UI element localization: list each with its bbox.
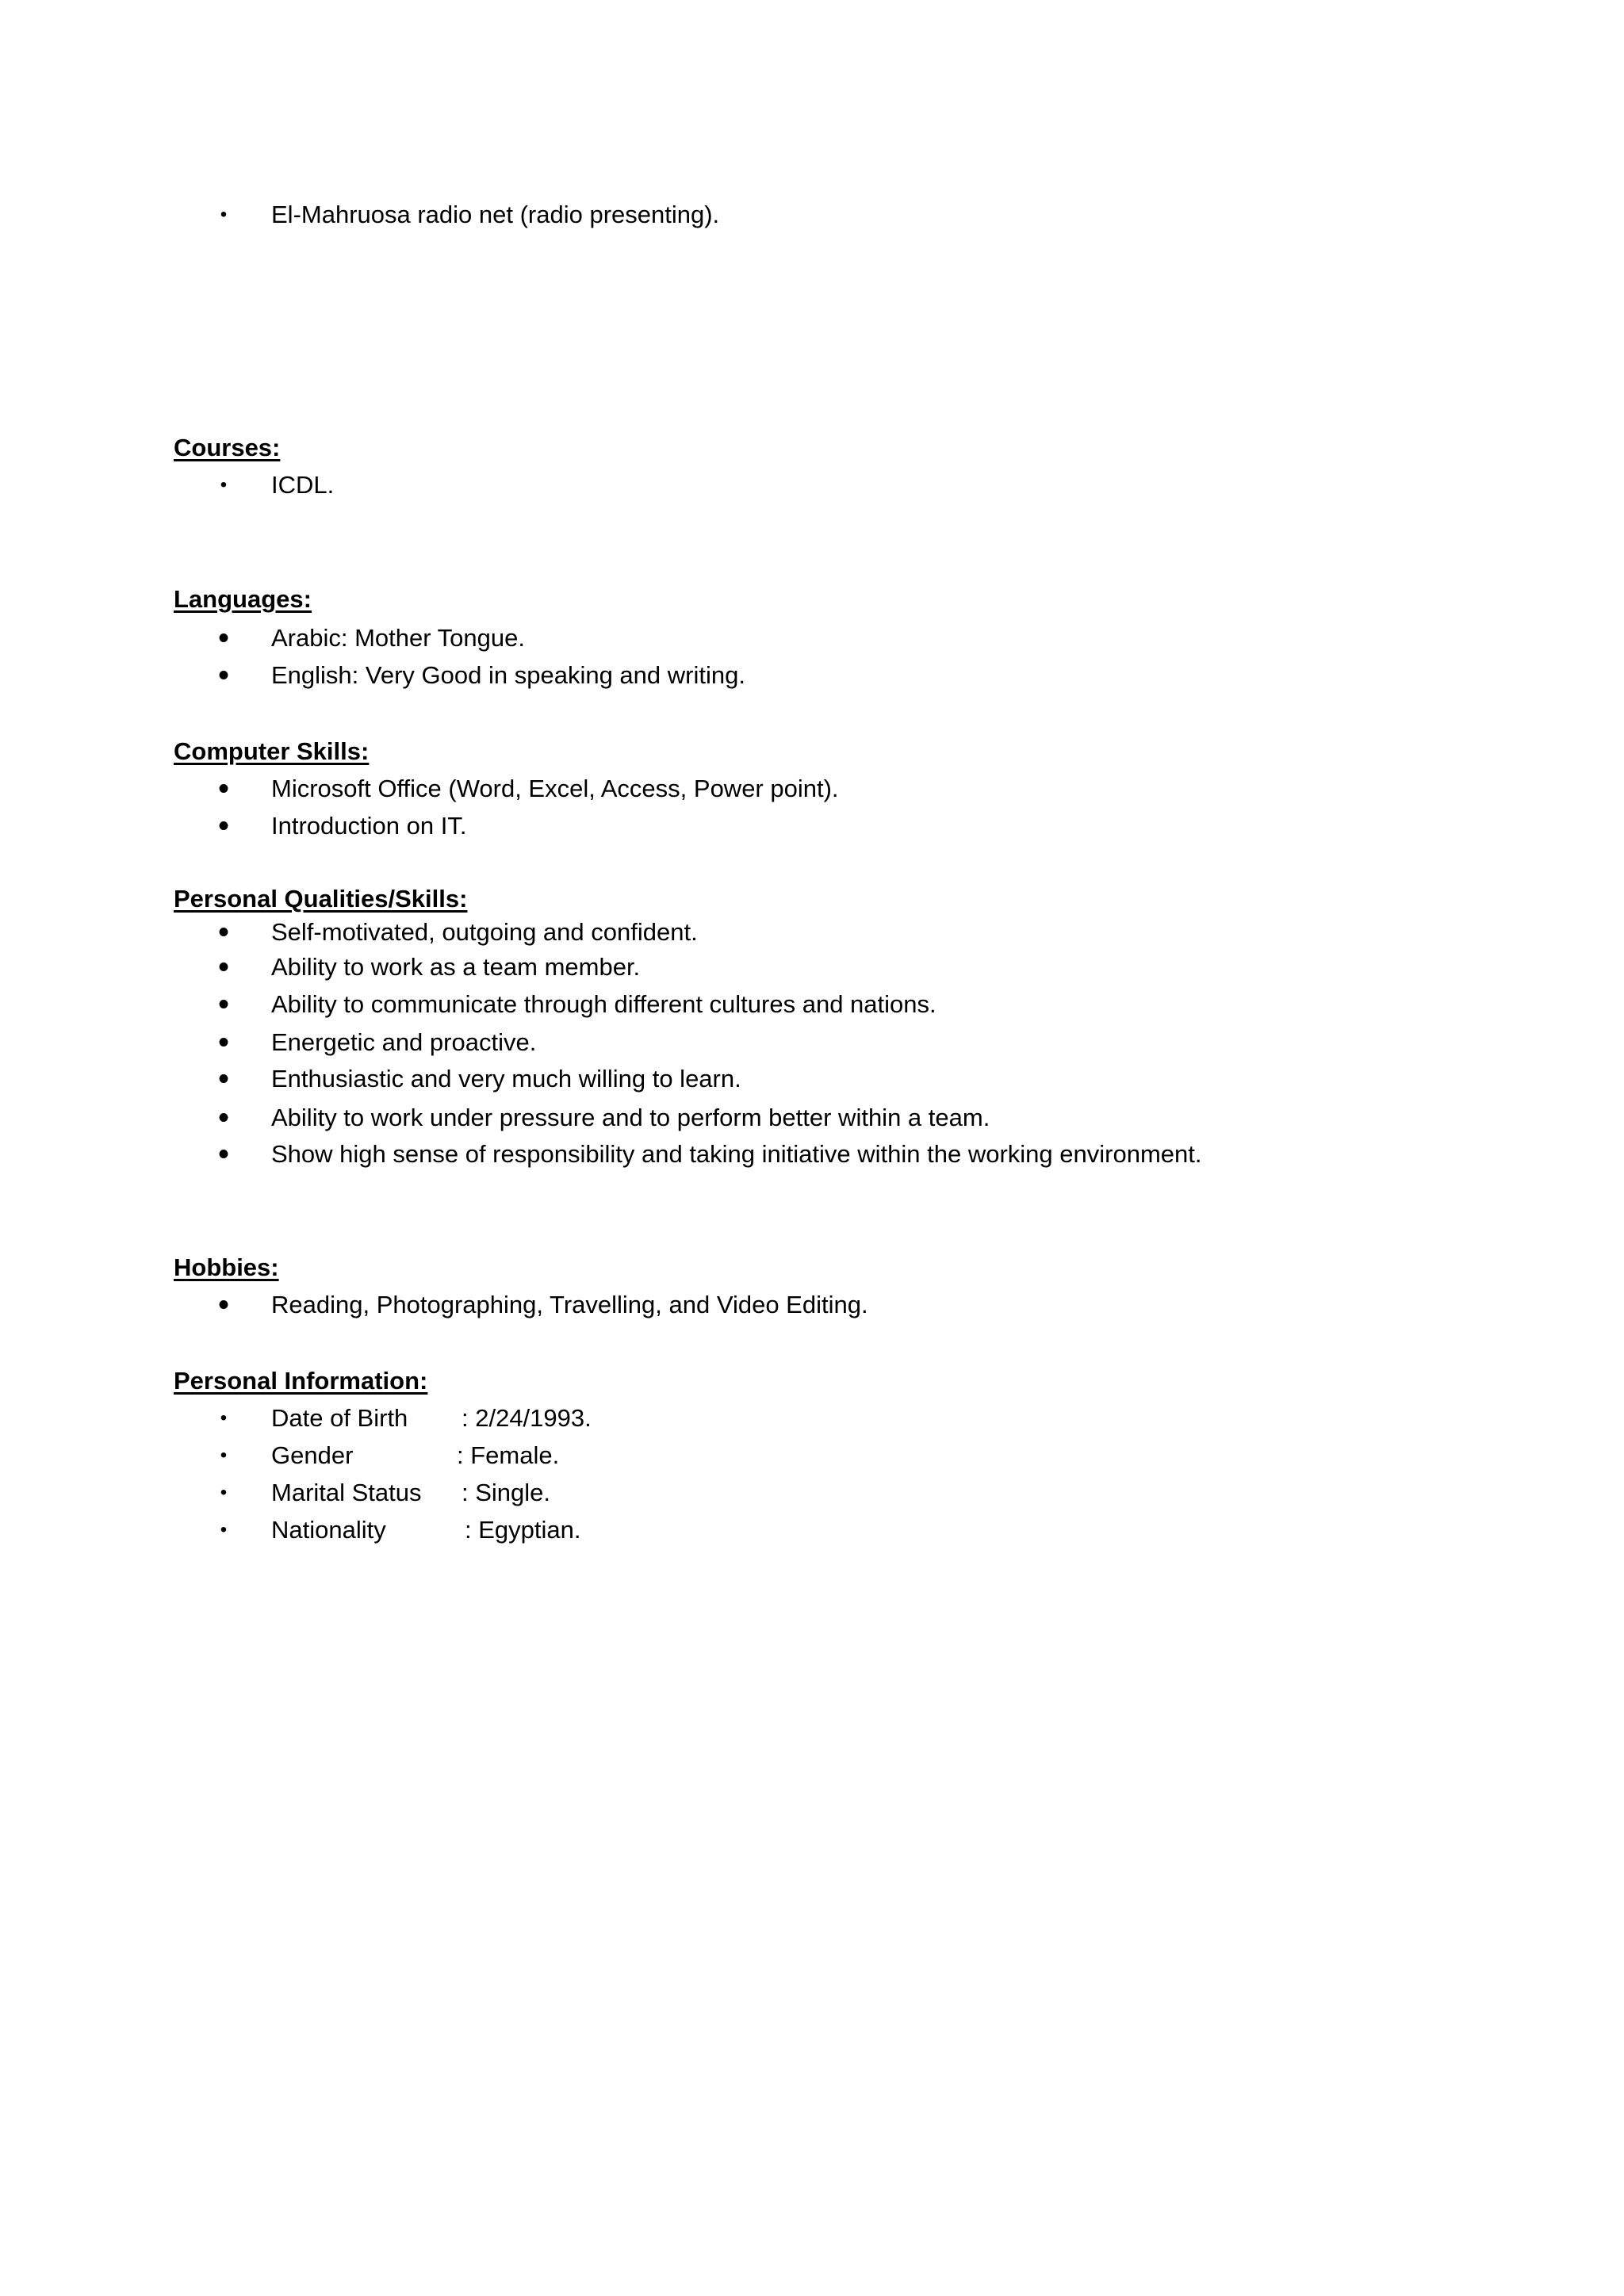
bullet-icon: • <box>218 988 229 1021</box>
bullet-small-icon: • <box>220 474 228 496</box>
hobbies-heading: Hobbies: <box>174 1253 279 1281</box>
bullet-icon: • <box>218 772 229 806</box>
bullet-icon: • <box>218 809 229 843</box>
languages-item: • Arabic: Mother Tongue. <box>271 623 525 653</box>
qualities-item: • Energetic and proactive. <box>271 1027 536 1058</box>
qualities-item: • Ability to work as a team member. <box>271 952 640 982</box>
bullet-icon: • <box>218 1288 229 1322</box>
qualities-item: • Ability to work under pressure and to perform better within a team. <box>271 1103 990 1133</box>
personal-info-label: Gender <box>271 1441 354 1469</box>
personal-info-label: Marital Status <box>271 1479 422 1506</box>
bullet-icon: • <box>218 1062 229 1096</box>
bullet-icon: • <box>218 1138 229 1171</box>
personal-info-label: Date of Birth <box>271 1404 408 1432</box>
courses-heading: Courses: <box>174 434 281 461</box>
bullet-small-icon: • <box>220 204 228 225</box>
hobbies-item: • Reading, Photographing, Travelling, and Video Editing. <box>271 1290 868 1320</box>
qualities-item: • Enthusiastic and very much willing to learn. <box>271 1064 741 1094</box>
bullet-small-icon: • <box>220 1445 228 1466</box>
personal-info-row <box>220 1403 592 1433</box>
languages-heading: Languages: <box>174 585 312 613</box>
personal-info-heading: Personal Information: <box>174 1367 428 1395</box>
bullet-small-icon: • <box>220 1407 228 1429</box>
bullet-icon: • <box>218 916 229 949</box>
personal-info-value: : Egyptian. <box>465 1516 581 1544</box>
qualities-item: • Ability to communicate through different cultures and nations. <box>271 989 936 1020</box>
personal-info-row <box>220 1478 551 1508</box>
bullet-icon: • <box>218 1026 229 1059</box>
bullet-small-icon: • <box>220 1519 228 1540</box>
bullet-icon: • <box>218 951 229 984</box>
personal-info-value: : Female. <box>457 1441 560 1469</box>
languages-item: • English: Very Good in speaking and writing. <box>271 660 745 691</box>
courses-item: • ICDL. <box>271 470 334 500</box>
personal-info-value: : 2/24/1993. <box>462 1404 592 1432</box>
bullet-small-icon: • <box>220 1482 228 1503</box>
computer-skills-item: • Microsoft Office (Word, Excel, Access, Power point). <box>271 774 839 804</box>
bullet-icon: • <box>218 1101 229 1135</box>
personal-info-row <box>220 1515 581 1545</box>
bullet-icon: • <box>218 659 229 692</box>
computer-skills-item: • Introduction on IT. <box>271 811 466 841</box>
computer-skills-heading: Computer Skills: <box>174 737 370 765</box>
qualities-item: • Self-motivated, outgoing and confident. <box>271 917 698 947</box>
qualities-item: • Show high sense of responsibility and taking initiative within the working environment. <box>271 1139 1201 1169</box>
personal-info-row <box>220 1441 560 1471</box>
personal-info-label: Nationality <box>271 1516 386 1544</box>
intro-item: • El-Mahruosa radio net (radio presenting). <box>271 200 719 230</box>
bullet-icon: • <box>218 622 229 655</box>
qualities-heading: Personal Qualities/Skills: <box>174 885 468 913</box>
personal-info-value: : Single. <box>462 1479 551 1506</box>
